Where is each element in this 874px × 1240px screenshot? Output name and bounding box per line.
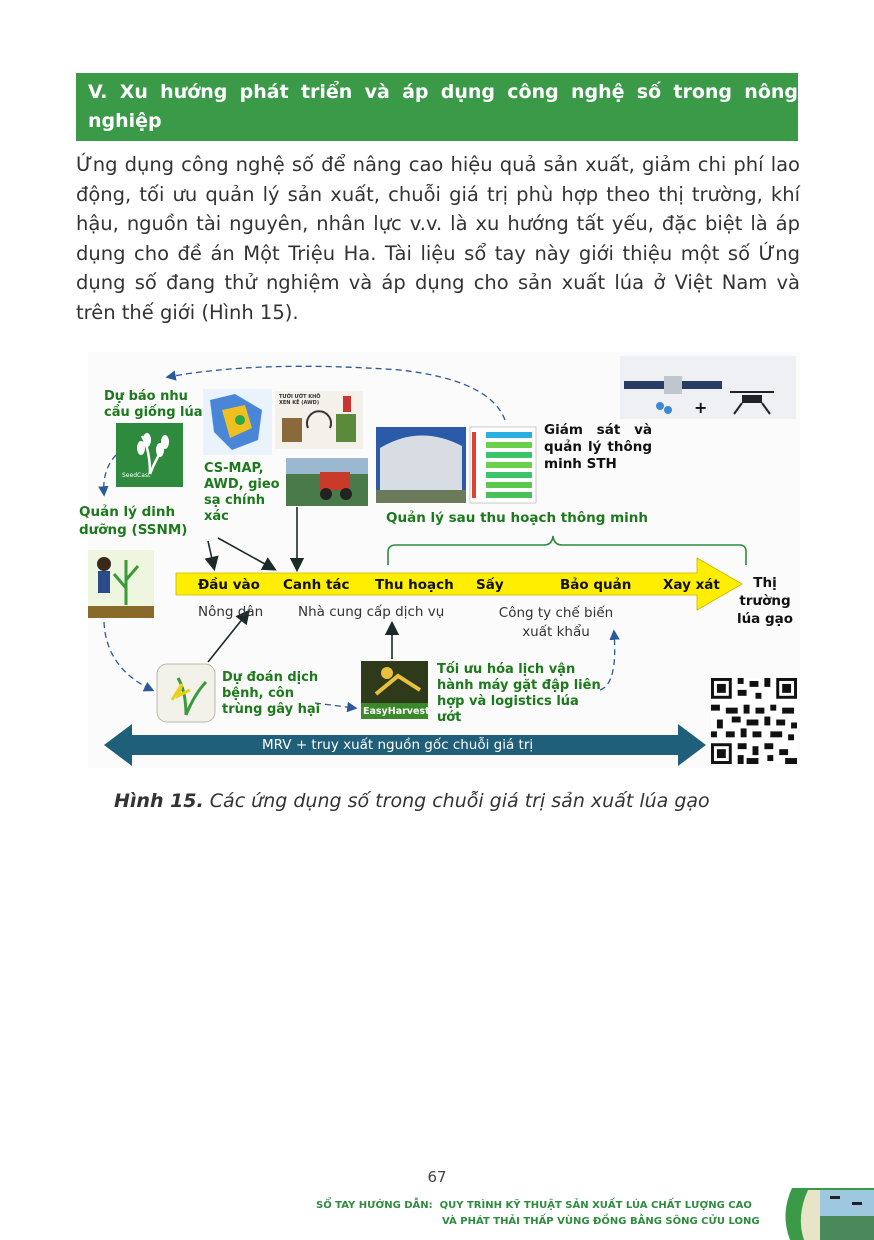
arrow-ssnm-to-input (208, 541, 214, 568)
actor-provider: Nhà cung cấp dịch vụ (298, 604, 445, 620)
value-chain-arrow (176, 558, 742, 610)
post-harvest-bracket (388, 536, 746, 565)
actor-processor: Công ty chế biến xuất khẩu (498, 605, 614, 640)
footer-line-1 (316, 1200, 752, 1211)
storage-bag-image (376, 427, 466, 503)
footer-label: SỔ TAY HƯỚNG DẪN: (316, 1200, 433, 1211)
label-cs-map: CS-MAP, AWD, gieo sạ chính xác (204, 461, 280, 524)
body-paragraph: Ứng dụng công nghệ số để nâng cao hiệu quả sản xuất, giảm chi phí lao động, tối ưu quản lý sản xuất, chuỗi giá trị phù hợp theo thị trường, khí hậu, nguồn tài nguyên, nhân lực v.v. là xu hướng tất yếu, đặc biệt là áp dụng cho đề án Một Triệu Ha. Tài liệu sổ tay này giới thiệu một số Ứng dụng số đang thử nghiệm và áp dụng cho sản xuất lúa ở Việt Nam và trên thế giới (Hình 15). (76, 153, 800, 324)
stage-harvest: Thu hoạch (375, 577, 454, 593)
footer-corner-image (785, 1188, 874, 1240)
arrow-csmap-to-input (218, 538, 274, 569)
cs-map-image (203, 389, 272, 455)
label-easyharvest: EasyHarvest (363, 706, 430, 717)
label-plus: + (694, 398, 708, 417)
footer-title-2: VÀ PHÁT THẢI THẤP VÙNG ĐỒNG BẰNG SÔNG CỬU LONG (442, 1216, 760, 1227)
label-post-harvest: Quản lý sau thu hoạch thông minh (386, 510, 649, 526)
figure-caption (114, 790, 710, 812)
label-seed-demand: Dự báo nhu cầu giống lúa (104, 389, 203, 420)
sensor-chart-image (470, 427, 536, 503)
stage-milling: Xay xát (663, 577, 720, 593)
pest-app-icon (157, 664, 215, 722)
label-optimize: Tối ưu hóa lịch vận hành máy gặt đập liên hợp và logistics lúa ướt (437, 662, 601, 725)
label-pest-prediction: Dự đoán dịch bệnh, côn trùng gây hại (222, 670, 321, 717)
label-seedcast: SeedCast (122, 472, 151, 479)
label-nutrient: Quản lý dinh dưỡng (SSNM) (79, 504, 188, 538)
label-monitoring: Giám sát và quản lý thông minh STH (544, 422, 652, 472)
drone-satellite-image (620, 356, 796, 419)
dashed-farmer-to-pest (104, 622, 152, 690)
dashed-seedcast-to-ssnm (104, 455, 116, 494)
seeding-machine-image (286, 458, 368, 506)
stage-farming: Canh tác (283, 577, 350, 593)
qr-code[interactable] (711, 678, 797, 764)
stage-drying: Sấy (476, 577, 504, 593)
footer-title-1: QUY TRÌNH KỸ THUẬT SẢN XUẤT LÚA CHẤT LƯỢNG CAO (439, 1200, 752, 1211)
stage-storage: Bảo quản (560, 577, 632, 593)
farmer-illustration (88, 550, 154, 618)
label-mrv: MRV + truy xuất nguồn gốc chuỗi giá trị (262, 737, 534, 753)
page-number: 67 (427, 1168, 447, 1186)
stage-input: Đầu vào (198, 577, 260, 593)
actor-farmer: Nông dân (198, 604, 264, 620)
caption-number: Hình 15. (114, 790, 204, 812)
label-market: Thị trường lúa gạo (736, 575, 794, 627)
caption-text: Các ứng dụng số trong chuỗi giá trị sản xuất lúa gạo (203, 790, 710, 812)
section-heading: V. Xu hướng phát triển và áp dụng công nghệ số trong nông nghiệp (76, 73, 798, 141)
label-awd-card-title: TƯỚI ƯỚT KHÔ XEN KẼ (AWD) (279, 394, 321, 406)
